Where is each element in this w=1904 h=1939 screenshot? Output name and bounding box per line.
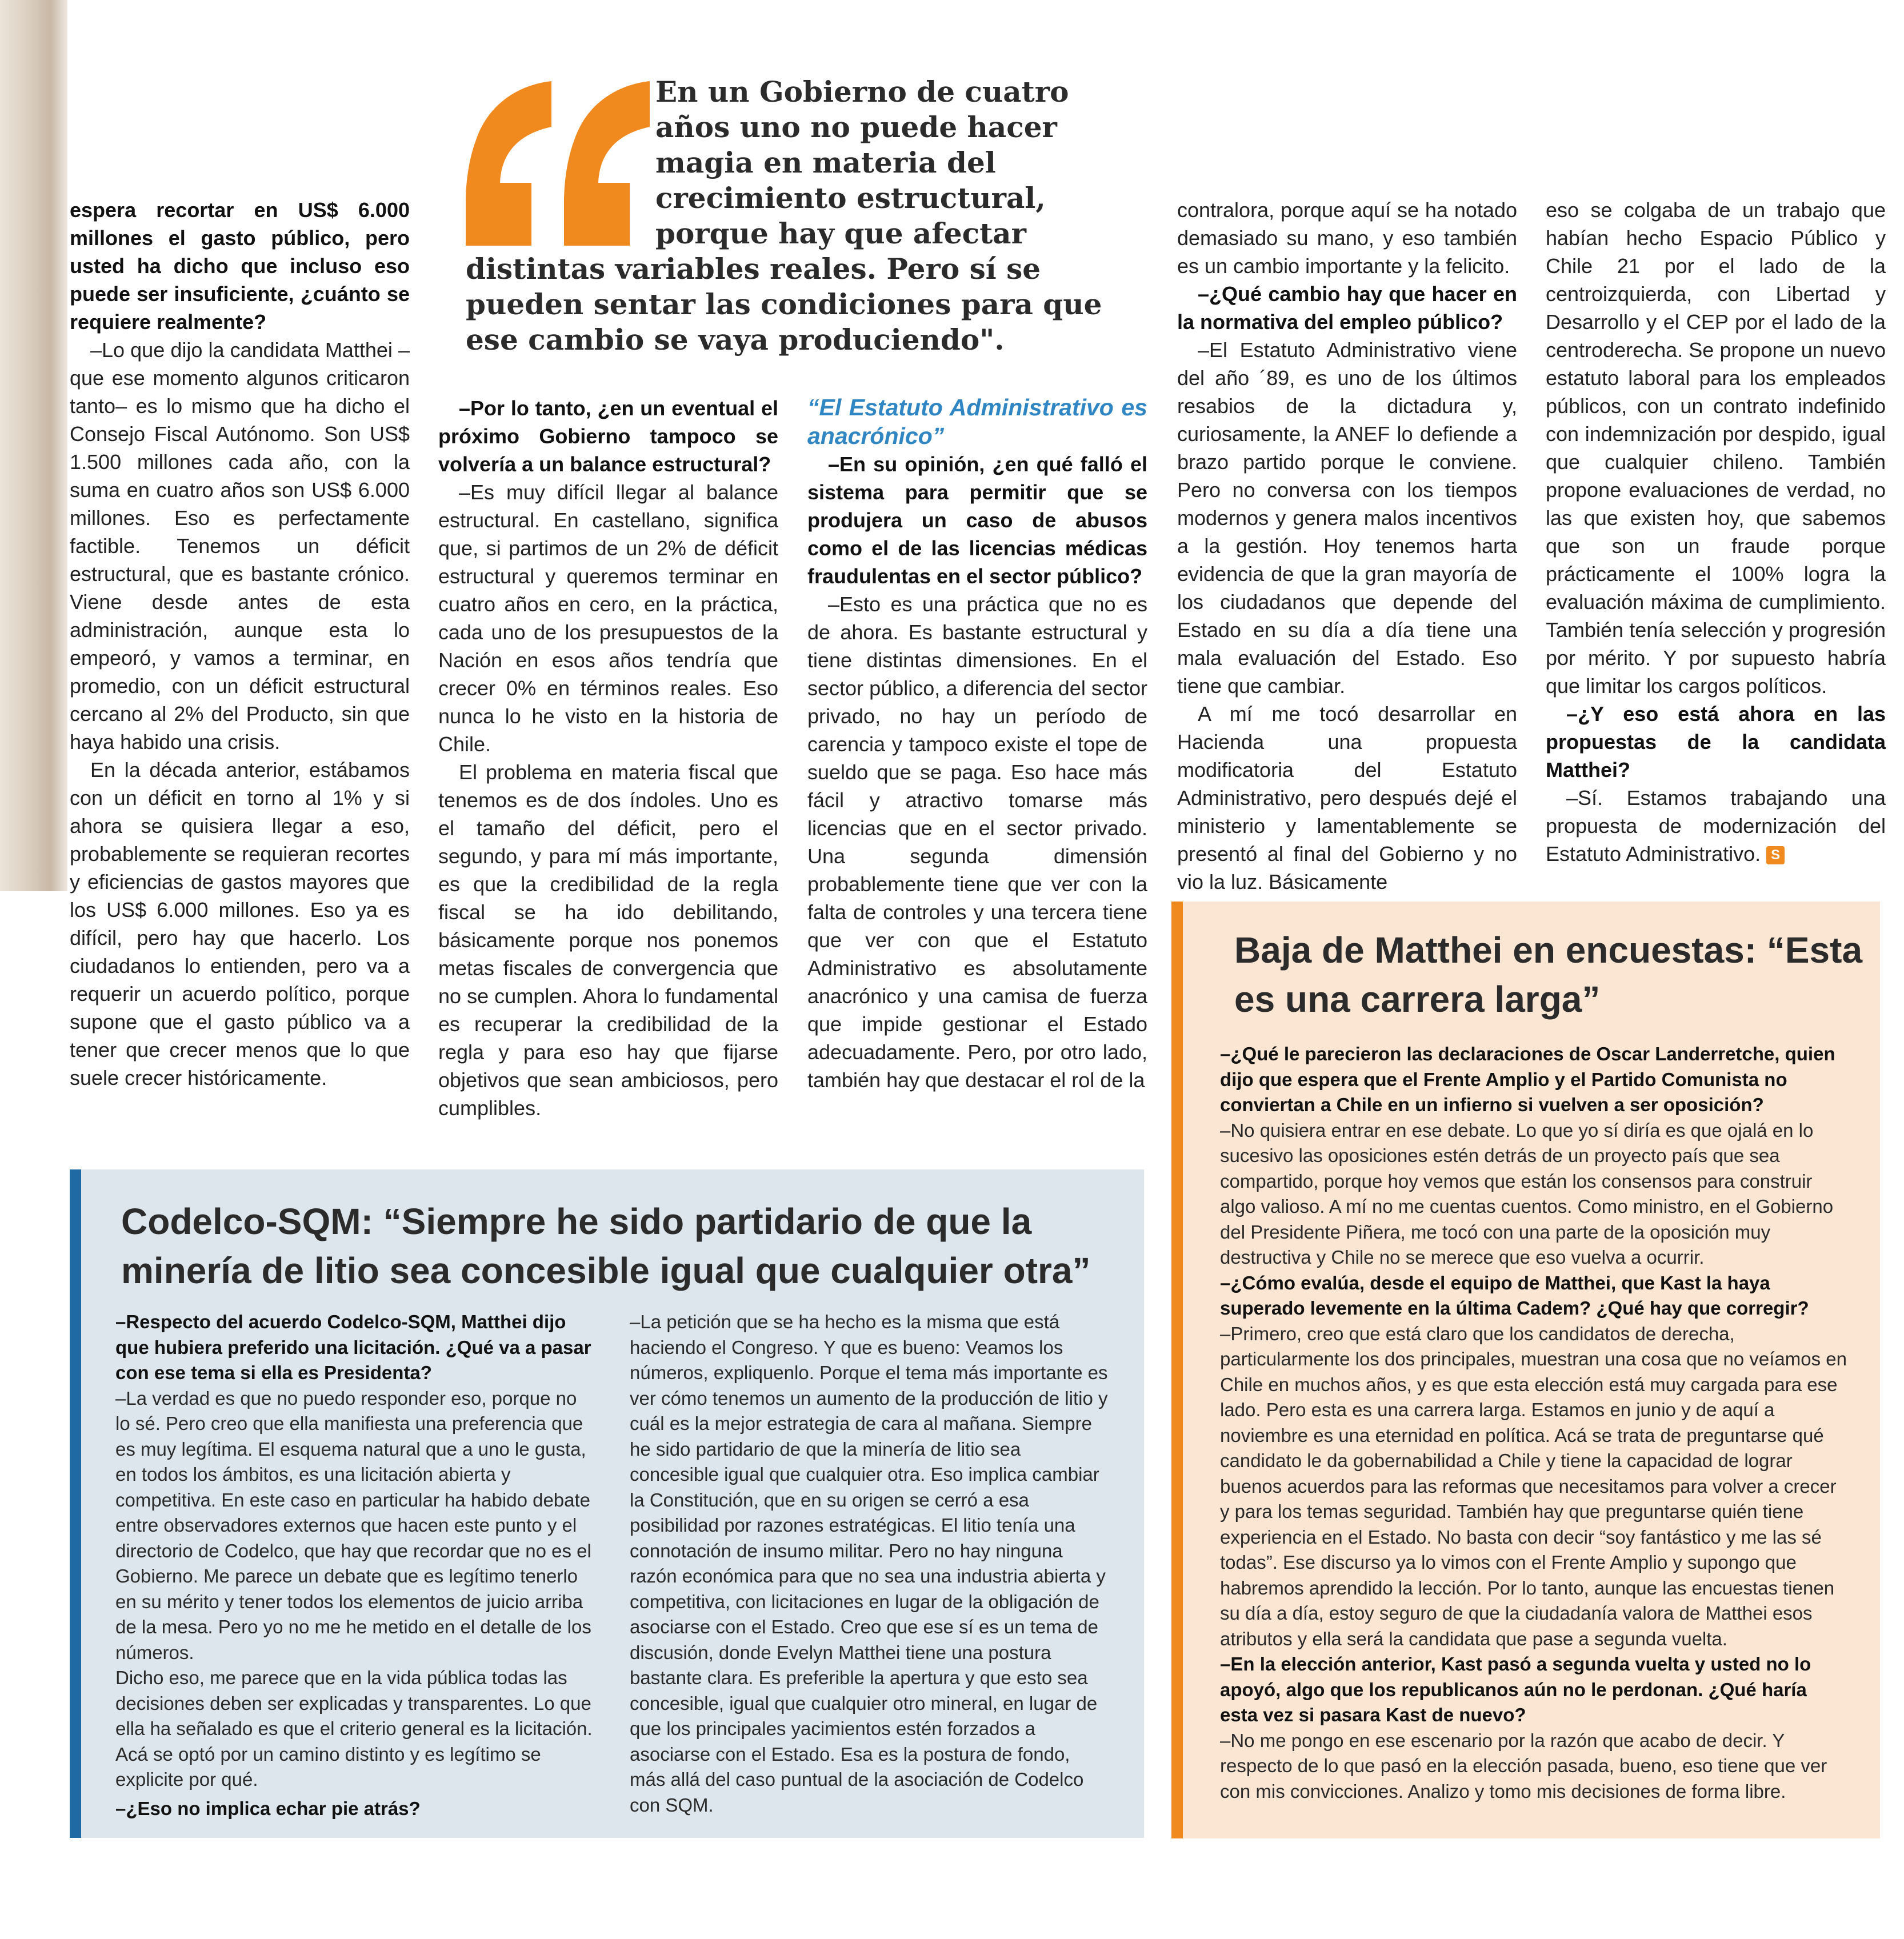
article-column-1 — [70, 196, 410, 1092]
article-column-4 — [1177, 196, 1517, 896]
codelco-sqm-box — [70, 1169, 1144, 1838]
answer-paragraph: –Esto es una práctica que no es de ahora. Es bastante estructural y tiene distintas dimensiones. En el sector público, a diferencia del sector privado, no hay un período de carencia y tampoco existe el tope de sueldo que se paga. Eso hace más fácil y atractivo tomarse más licencias que en el sector privado. Una segunda dimensión probablemente tiene que ver con la falta de controles y una tercera tiene que ver con que el Estatuto Administrativo es absolutamente anacrónico y una camisa de fuerza que impide gestionar el Estado adecuadamente. Pero, por otro lado, también hay que destacar el rol de la — [807, 592, 1147, 1092]
box-body — [1220, 1041, 1849, 1804]
article-column-2 — [438, 394, 778, 1122]
answer-text: –Sí. Estamos trabajando una propuesta de modernización del Estatuto Administrativo. — [1546, 786, 1886, 866]
article-column-5 — [1546, 196, 1886, 868]
answer-paragraph: contralora, porque aquí se ha notado demasiado su mano, y eso también es un cambio importante y la felicito. — [1177, 198, 1517, 278]
quote-marks-icon — [466, 74, 650, 246]
box-title: Baja de Matthei en encuestas: “Esta es una carrera larga” — [1234, 930, 1863, 1020]
answer-paragraph: –La petición que se ha hecho es la misma que está haciendo el Congreso. Y que es bueno: Veamos los números, expliquenlo. Porque el tema más importante es ver cómo tenemos un aumento de la producción de litio y cuál es la mejor estrategia de cara al mañana. Siempre he sido partidario de que la minería de litio sea concesible igual que cualquier otra. Eso implica cambiar la Constitución, que en su origen se cerró a esa posibilidad por razones estratégicas. El litio tenía una connotación de insumo militar. Pero no hay ninguna razón económica para que no sea una industria abierta y competitiva, con licitaciones en lugar de la obligación de asociarse con el Estado. Creo que ese sí es un tema de discusión, donde Evelyn Matthei tiene una postura bastante clara. Es preferible la apertura y que esto sea concesible, igual que cualquier otro mineral, en lugar de que los principales yacimientos estén forzados a asociarse con el Estado. Esa es la postura de fondo, más allá del caso puntual de la asociación de Codelco con SQM. — [630, 1311, 1108, 1816]
question: –Por lo tanto, ¿en un eventual el próximo Gobierno tampoco se volvería a un balance estructural? — [438, 396, 778, 476]
box-title: Codelco-SQM: “Siempre he sido partidario de que la minería de litio sea concesible igual que cualquier otra” — [121, 1201, 1091, 1291]
answer-paragraph: –El Estatuto Administrativo viene del año ´89, es uno de los últimos resabios de la dictadura y, curiosamente, la ANEF lo defiende a brazo partido porque le conviene. Pero no conversa con los tiempos modernos y genera malos incentivos a la gestión. Hoy tenemos harta evidencia de que la gran mayoría de los ciudadanos que depende del Estado en su día a día tiene una mala evaluación del Estado. Eso tiene que cambiar. — [1177, 338, 1517, 698]
question: –¿Qué le parecieron las declaraciones de Oscar Landerretche, quien dijo que espera que el Frente Amplio y el Partido Comunista no conviertan a Chile en un infierno si vuelven a ser oposición? — [1220, 1043, 1835, 1115]
answer-paragraph: –No me pongo en ese escenario por la razón que acabo de decir. Y respecto de lo que pasó en la elección pasada, bueno, eso tiene que ver con mis convicciones. Analizo y tomo mis decisiones de forma libre. — [1220, 1729, 1827, 1802]
question: –¿Eso no implica echar pie atrás? — [115, 1797, 421, 1819]
encuestas-box — [1171, 902, 1880, 1838]
answer-paragraph: eso se colgaba de un trabajo que habían hecho Espacio Público y Chile 21 por el lado de la centroizquierda, con Libertad y Desarrollo y el CEP por el lado de la centroderecha. Se propone un nuevo estatuto laboral para los empleados públicos, con un contrato indefinido con indemnización por despido, igual que cualquier chileno. También propone evaluaciones de verdad, no las que existen hoy, que sabemos que son un fraude porque prácticamente el 100% logra la evaluación máxima de cumplimiento. También tenía selección y progresión por mérito. Y por supuesto habría que limitar los cargos políticos. — [1546, 198, 1886, 698]
answer-paragraph: –Lo que dijo la candidata Matthei –que ese momento algunos criticaron tanto– es lo mismo que ha dicho el Consejo Fiscal Autónomo. Son US$ 1.500 millones cada año, con la suma en cuatro años son US$ 6.000 millones. Eso es perfectamente factible. Tenemos un déficit estructural, que es bastante crónico. Viene desde antes de esta administración, aunque esta lo empeoró, y vamos a terminar, en promedio, con un déficit estructural cercano al 2% del Producto, sin que haya habido una crisis. — [70, 338, 410, 754]
section-subhead: “El Estatuto Administrativo es anacrónico” — [807, 394, 1147, 449]
answer-paragraph: –No quisiera entrar en ese debate. Lo que yo sí diría es que ojalá en lo sucesivo las oposiciones estén detrás de un proyecto país que sea compartido, porque hoy vemos que están los consensos para construir algo valioso. A mí no me cuentas cuentos. Como ministro, en el Gobierno del Presidente Piñera, me tocó con una parte de la oposición muy destructiva y Chile no se merece que eso vuelva a ocurrir. — [1220, 1119, 1834, 1268]
box-left-column — [115, 1309, 595, 1821]
answer-paragraph: Dicho eso, me parece que en la vida pública todas las decisiones deben ser explicadas y transparentes. Lo que ella ha señalado es que el criterio general es la licitación. Acá se optó por un camino distinto y es legítimo se explicite por qué. — [115, 1667, 593, 1790]
answer-paragraph: –Es muy difícil llegar al balance estructural. En castellano, significa que, si partimos de un 2% de déficit estructural y queremos terminar en cuatro años en cero, en la práctica, cada uno de los presupuestos de la Nación en esos años tendría que crecer 0% en términos reales. Eso nunca lo he visto en la historia de Chile. — [438, 480, 778, 756]
answer-paragraph: En la década anterior, estábamos con un déficit en torno al 1% y si ahora se quisiera llegar a eso, probablemente se requieran recortes y eficiencias de gastos mayores que los US$ 6.000 millones. Eso ya es difícil, pero hay que hacerlo. Los ciudadanos lo entienden, pero va a requerir un acuerdo político, porque supone que el gasto público va a tener que crecer menos que lo que suele crecer históricamente. — [70, 758, 410, 1089]
photo-edge-background — [0, 0, 67, 891]
question: –¿Cómo evalúa, desde el equipo de Matthei, que Kast la haya superado levemente en la última Cadem? ¿Qué hay que corregir? — [1220, 1272, 1809, 1319]
article-column-3 — [807, 393, 1147, 1094]
question: –¿Qué cambio hay que hacer en la normativa del empleo público? — [1177, 282, 1517, 334]
answer-paragraph: –Primero, creo que está claro que los candidatos de derecha, particularmente los dos principales, muestran una cosa que no veíamos en Chile en muchos años, y es que esta elección está muy cargada para ese lado. Pero esta es una carrera larga. Estamos en junio y de aquí a noviembre es una eternidad en política. Acá se trata de preguntarse qué candidato le da gobernabilidad a Chile y tiene la capacidad de lograr buenos acuerdos para las reformas que necesitamos para volver a crecer y para los temas seguridad. También hay que preguntarse quién tiene experiencia en el Estado. No basta con decir “soy fantástico y me las sé todas”. Ese discurso ya lo vimos con el Frente Amplio y supongo que habremos aprendido la lección. Por lo tanto, aunque las encuestas tienen su día a día, estoy seguro de que la ciudadanía valora de Matthei esos atributos y ella será la candidata que pase a segunda vuelta. — [1220, 1323, 1847, 1649]
pull-quote — [466, 74, 1111, 358]
box-right-column — [630, 1309, 1110, 1818]
publication-end-icon: S — [1766, 846, 1785, 864]
pull-quote-text: En un Gobierno de cuatro años uno no puede hacer magia en materia del crecimiento estructural, porque hay que afectar distintas variables reales. Pero sí se pueden sentar las condiciones para que ese cambio se vaya produciendo". — [466, 75, 1102, 356]
question: –En su opinión, ¿en qué falló el sistema para permitir que se produjera un caso de abusos como el de las licencias médicas fraudulentas en el sector público? — [807, 452, 1147, 588]
answer-paragraph: A mí me tocó desarrollar en Hacienda una propuesta modificatoria del Estatuto Administrativo, pero después dejé el ministerio y lamentablemente se presentó al final del Gobierno y no vio la luz. Básicamente — [1177, 702, 1517, 894]
question: –En la elección anterior, Kast pasó a segunda vuelta y usted no lo apoyó, algo que los republicanos aún no le perdonan. ¿Qué haría esta vez si pasara Kast de nuevo? — [1220, 1653, 1811, 1725]
answer-paragraph: –La verdad es que no puedo responder eso, porque no lo sé. Pero creo que ella manifiesta una preferencia que es muy legítima. El esquema natural que a uno le gusta, en todos los ámbitos, es una licitación abierta y competitiva. En este caso en particular ha habido debate entre observadores externos que hacen este punto y el directorio de Codelco, que hay que recordar que no es el Gobierno. Me parece un debate que es legítimo tenerlo en su mérito y tener todos los elementos de juicio arriba de la mesa. Pero yo no me he metido en el detalle de los números. — [115, 1387, 591, 1663]
question: –¿Y eso está ahora en las propuestas de la candidata Matthei? — [1546, 702, 1886, 782]
question: –Respecto del acuerdo Codelco-SQM, Matthei dijo que hubiera preferido una licitación. ¿Qué va a pasar con ese tema si ella es Presidenta? — [115, 1311, 591, 1383]
answer-paragraph — [1546, 784, 1886, 868]
answer-paragraph: El problema en materia fiscal que tenemos es de dos índoles. Uno es el tamaño del déficit, pero el segundo, y para mí más importante, es que la credibilidad de la regla fiscal se ha ido debilitando, básicamente porque nos ponemos metas fiscales de convergencia que no se cumplen. Ahora lo fundamental es recuperar la credibilidad de la regla y para eso hay que fijarse objetivos que sean ambiciosos, pero cumplibles. — [438, 760, 778, 1120]
question: espera recortar en US$ 6.000 millones el gasto público, pero usted ha dicho que incluso eso puede ser insuficiente, ¿cuánto se requiere realmente? — [70, 198, 410, 334]
